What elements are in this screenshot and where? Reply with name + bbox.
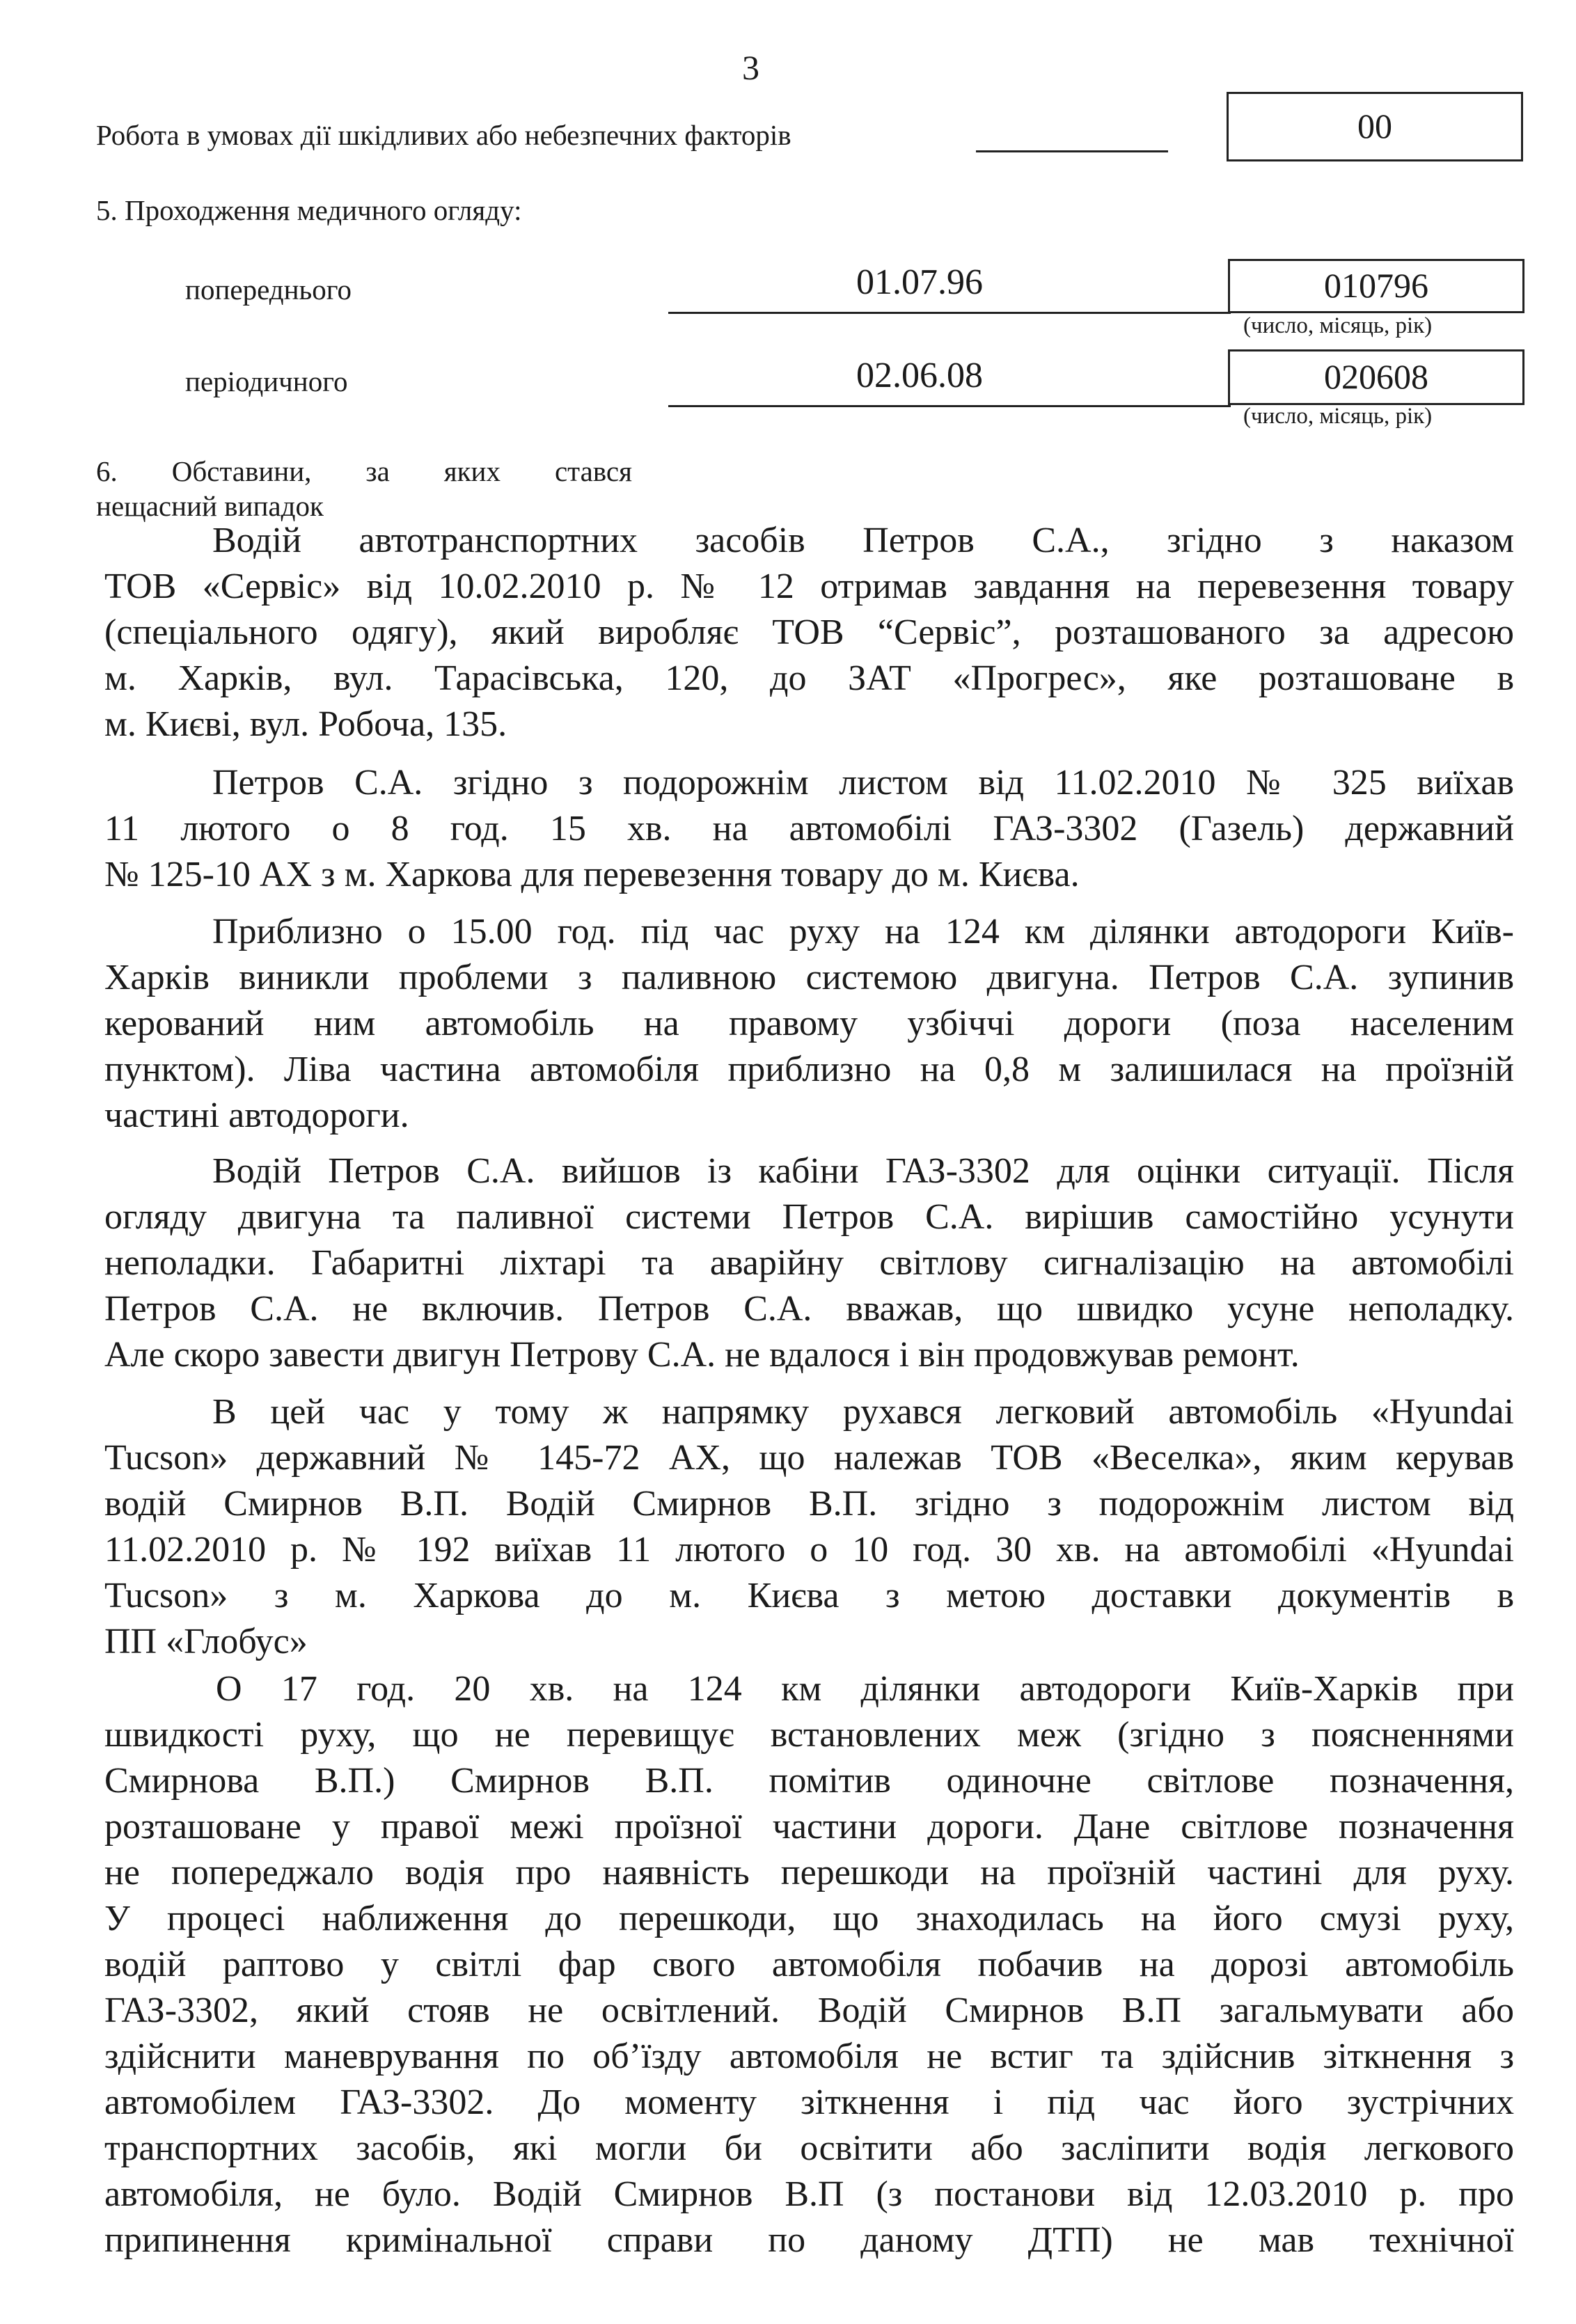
narrative-line: ПП «Глобус» (104, 1622, 308, 1661)
narrative-line: неполадки. Габаритні ліхтарі та аварійну світлову сигналізацію на автомобілі (104, 1243, 1514, 1283)
narrative-line: Tucson» з м. Харкова до м. Києва з метою доставки документів в (104, 1576, 1514, 1615)
preliminary-underline (668, 312, 1231, 314)
narrative-line: ГАЗ-3302, який стояв не освітлений. Водій Смирнов В.П загальмувати або (104, 1991, 1514, 2030)
narrative-line: Tucson» державний № 145-72 АХ, що належав ТОВ «Веселка», яким керував (104, 1438, 1514, 1478)
narrative-line: Петров С.А. не включив. Петров С.А. вважав, що швидко усуне неполадку. (104, 1289, 1514, 1329)
narrative-line: водій раптово у світлі фар свого автомобіля побачив на дорозі автомобіль (104, 1945, 1514, 1984)
narrative-line: Смирнова В.П.) Смирнов В.П. помітив одиночне світлове позначення, (104, 1761, 1514, 1801)
periodic-underline (668, 405, 1231, 407)
narrative-line: пунктом). Ліва частина автомобіля приблизно на 0,8 м залишилася на проїзній (104, 1050, 1514, 1089)
narrative-line: Водій Петров С.А. вийшов із кабіни ГАЗ-3302 для оцінки ситуації. Після (212, 1151, 1514, 1191)
narrative-line: Водій автотранспортних засобів Петров С.А., згідно з наказом (212, 521, 1514, 560)
narrative-line: Харків виникли проблеми з паливною системою двигуна. Петров С.А. зупинив (104, 958, 1514, 997)
narrative-line: швидкості руху, що не перевищує встановлених меж (згідно з поясненнями (104, 1715, 1514, 1755)
periodic-code-box (1228, 349, 1524, 405)
narrative-line: Петров С.А. згідно з подорожнім листом від 11.02.2010 № 325 виїхав (212, 763, 1514, 803)
hazard-label: Робота в умовах дії шкідливих або небезпечних факторів (96, 119, 791, 151)
medical-heading: 5. Проходження медичного огляду: (96, 194, 522, 226)
narrative-line: м. Києві, вул. Робоча, 135. (104, 704, 507, 744)
narrative-line: 11.02.2010 р. № 192 виїхав 11 лютого о 10 год. 30 хв. на автомобілі «Hyundai (104, 1530, 1514, 1570)
preliminary-label: попереднього (185, 274, 352, 306)
circumstances-heading-line1: 6. Обставини, за яких стався (96, 455, 632, 487)
narrative-line: транспортних засобів, які могли би освітити або засліпити водія легкового (104, 2128, 1514, 2168)
circumstances-heading-line2: нещасний випадок (96, 490, 324, 522)
periodic-hint: (число, місяць, рік) (1243, 404, 1433, 429)
narrative-line: керований ним автомобіль на правому узбіччі дороги (поза населеним (104, 1004, 1514, 1043)
narrative-line: О 17 год. 20 хв. на 124 км ділянки автодороги Київ-Харків при (216, 1669, 1514, 1709)
narrative-line: автомобіля, не було. Водій Смирнов В.П (з постанови від 12.03.2010 р. про (104, 2174, 1514, 2214)
narrative-line: 11 лютого о 8 год. 15 хв. на автомобілі ГАЗ-3302 (Газель) державний (104, 809, 1514, 848)
periodic-label: періодичного (185, 365, 348, 397)
preliminary-date: 01.07.96 (856, 262, 983, 302)
narrative-line: ТОВ «Сервіс» від 10.02.2010 р. № 12 отримав завдання на перевезення товару (104, 567, 1514, 606)
periodic-date: 02.06.08 (856, 356, 983, 395)
narrative-line: не попереджало водія про наявність перешкоди на проїзній частині для руху. (104, 1853, 1514, 1892)
narrative-line: автомобілем ГАЗ-3302. До моменту зіткнення і під час його зустрічних (104, 2082, 1514, 2122)
page-number: 3 (742, 48, 759, 87)
narrative-line: Але скоро завести двигун Петрову С.А. не вдалося і він продовжував ремонт. (104, 1335, 1300, 1375)
narrative-line: Приблизно о 15.00 год. під час руху на 124 км ділянки автодороги Київ- (212, 912, 1514, 951)
narrative-line: здійснити маневрування по об’їзду автомобіля не встиг та здійснив зіткнення з (104, 2037, 1514, 2076)
narrative-line: У процесі наближення до перешкоди, що знаходилась на його смузі руху, (104, 1899, 1514, 1938)
narrative-line: огляду двигуна та паливної системи Петров С.А. вирішив самостійно усунути (104, 1197, 1514, 1237)
narrative-line: частині автодороги. (104, 1096, 409, 1135)
narrative-line: В цей час у тому ж напрямку рухався легковий автомобіль «Hyundai (212, 1392, 1514, 1432)
hazard-underline (976, 150, 1168, 152)
preliminary-hint: (число, місяць, рік) (1243, 313, 1433, 338)
narrative-line: розташоване у правої межі проїзної частини дороги. Дане світлове позначення (104, 1807, 1514, 1847)
narrative-line: м. Харків, вул. Тарасівська, 120, до ЗАТ «Прогрес», яке розташоване в (104, 658, 1514, 698)
preliminary-code-box (1228, 259, 1524, 313)
narrative-line: водій Смирнов В.П. Водій Смирнов В.П. згідно з подорожнім листом від (104, 1484, 1514, 1524)
periodic-code: 020608 (1324, 357, 1428, 396)
hazard-code-box (1227, 92, 1523, 161)
narrative-line: припинення кримінальної справи по даному ДТП) не мав технічної (104, 2220, 1514, 2260)
narrative-line: (спеціального одягу), який виробляє ТОВ “Сервіс”, розташованого за адресою (104, 612, 1514, 652)
circumstances-heading (96, 454, 632, 523)
preliminary-code: 010796 (1324, 266, 1428, 305)
narrative-line: № 125-10 АХ з м. Харкова для перевезення товару до м. Києва. (104, 855, 1080, 894)
hazard-code: 00 (1357, 106, 1392, 145)
